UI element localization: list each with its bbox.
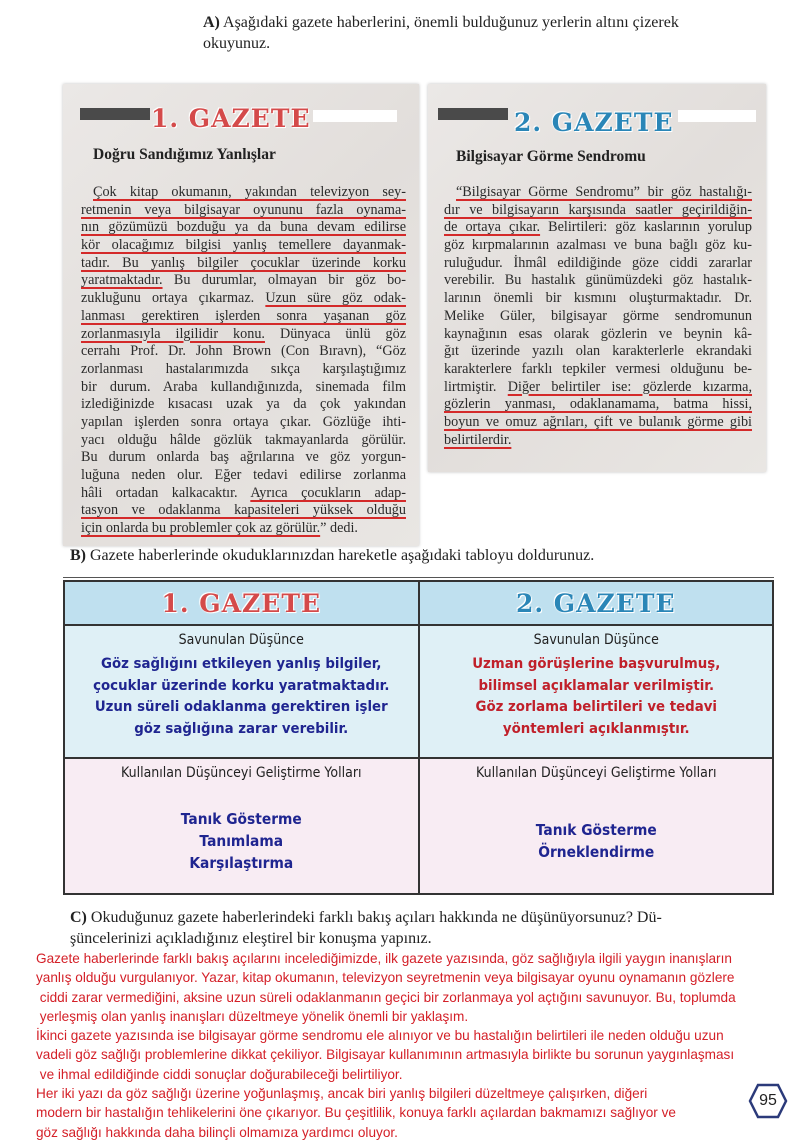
method-item: Tanık Gösterme [180, 810, 302, 828]
article-text: Belirtileri: göz kaslarının yorulup [540, 219, 752, 236]
article-text: karakterlere farklı tepkiler vermesi olduğunu be- [444, 360, 752, 377]
section-c-answer [36, 949, 736, 1142]
ways-answer-2 [434, 819, 758, 863]
thought-line: Göz sağlığını etkileyen yanlış bilgiler, [101, 656, 382, 672]
underlined-text: dır ve bilgisayarın karşısında saatler geçirildiğin- [444, 201, 752, 218]
method-item: Karşılaştırma [189, 854, 294, 872]
answer-line: göz sağlığı hakkında daha bilinçli olmamıza yardımcı oluyor. [36, 1124, 398, 1140]
table-cell-ways-1 [64, 758, 419, 894]
table-cell-thought-1 [64, 625, 419, 758]
underlined-text: zorlanmasıyla ilgilidir konu. [81, 325, 265, 342]
thought-line: göz sağlığına zarar verebilir. [134, 720, 349, 737]
thought-line: Göz zorlama belirtileri ve tedavi [475, 699, 717, 715]
article-text: ruluğudur. İhmâl edildiğinde göze ciddi zararlar [444, 254, 752, 271]
underlined-text: yaratmaktadır. [81, 272, 163, 289]
section-b-text: Gazete haberlerinde okuduklarınızdan hareketle aşağıdaki tabloyu doldurunuz. [90, 547, 595, 564]
page-number-badge [748, 1083, 788, 1119]
section-c-letter: C) [70, 909, 87, 926]
article-text: yacı olduğu hâlde gözlük takmayanlarda görülür. [81, 431, 406, 448]
comparison-table [63, 580, 774, 895]
article-text: kaynağının esas olarak gözlerin ve beynin kâ- [444, 325, 752, 342]
newspaper-1-title: 1. GAZETE [151, 104, 311, 133]
answer-line: Her iki yazı da göz sağlığı üzerine yoğunlaşmış, ancak biri yanlış bilgileri düzeltmeye çalışırken, diğeri [36, 1086, 648, 1102]
article-line [444, 237, 752, 255]
method-item: Örneklendirme [537, 843, 654, 861]
article-line [81, 343, 406, 361]
article-text: zukluğunu ortaya çıkarmaz. [81, 290, 266, 307]
article-line [444, 184, 752, 202]
article-line [81, 237, 406, 255]
article-line [81, 396, 406, 414]
table-title-1: 1. GAZETE [161, 588, 321, 618]
article-line [81, 326, 406, 344]
thought-line: Uzun süreli odaklanma gerektiren işler [94, 699, 388, 715]
article-text: ğıt üzerinde yazılı olan karakterlerle ekrandaki [444, 343, 752, 360]
thought-answer-1 [79, 654, 403, 740]
underlined-text: de ortaya çıkar. [444, 219, 541, 236]
article-line [81, 379, 406, 397]
article-text: Dünyaca ünlü göz [264, 325, 406, 342]
article-line [444, 432, 752, 450]
section-b-letter: B) [70, 547, 86, 564]
divider [63, 577, 774, 578]
section-c-text: Okuduğunuz gazete haberlerindeki farklı bakış açıları hakkında ne düşünüyorsunuz? Dü- [90, 909, 662, 926]
section-a-text-2: okuyunuz. [203, 35, 271, 52]
article-line [81, 502, 406, 520]
underlined-text: boyun ve omuz ağrıları, çift ve bulanık görme gibi [444, 413, 752, 430]
article-line [444, 219, 752, 237]
answer-line: ve ihmal edildiğinde ciddi sonuçlar doğurabileceği belirtiliyor. [36, 1066, 403, 1082]
article-text: Bu durum onlarda baş ağrılarına ve göz yorgun- [81, 449, 406, 466]
article-line [81, 414, 406, 432]
underlined-text: Ayrıca çocukların adap- [250, 484, 406, 501]
ways-answer-1 [79, 808, 403, 874]
article-text: Bu durumlar, olmayan bir göz bo- [162, 272, 406, 289]
method-item: Tanık Gösterme [535, 821, 657, 839]
article-line [81, 520, 406, 538]
article-line [81, 202, 406, 220]
article-line [444, 379, 752, 397]
answer-line: Gazete haberlerinde farklı bakış açılarını incelediğimizde, ilk gazete yazısında, göz sağlığıyla ilgili yaygın inanışların [36, 951, 732, 966]
article-text: lirtmiştir. [444, 378, 508, 395]
article-line [444, 396, 752, 414]
answer-line: vadeli göz sağlığı problemlerine dikkat çekiliyor. Bilgisayar kullanımının artmasıyla birlikte bu sorunun yaygınlaşması [36, 1047, 735, 1063]
table-header-2 [419, 581, 774, 625]
page-number: 95 [759, 1092, 777, 1109]
article-text: cerrahı Prof. Dr. John Brown (Con Bıravn), “Göz [81, 343, 406, 360]
table-cell-thought-2 [419, 625, 774, 758]
underlined-text: gözlerin yanması, odaklanamama, batma hissi, [444, 396, 752, 413]
article-line [444, 343, 752, 361]
article-line [81, 255, 406, 273]
underlined-text: için onlarda bu problemler çok az görülür. [81, 520, 321, 537]
article-text: luğuna neden olur. Eğer tedavi edilirse zorlanma [81, 467, 406, 483]
underlined-text: retmenin veya bilgisayar oyununu fazla oynama- [81, 201, 406, 218]
article-line [81, 432, 406, 450]
newspaper-2-title: 2. GAZETE [514, 108, 674, 137]
answer-line: yanlış olduğu vurgulanıyor. Yazar, kitap okumanın, televizyon seyretmenin veya bilgisayar oyunu oynamanın gözlere [36, 970, 735, 986]
article-line [444, 326, 752, 344]
decorative-bar [438, 108, 508, 120]
article-text: hâli ortadan kalkacaktır. [81, 484, 251, 501]
article-text: ” dedi. [320, 520, 358, 537]
thought-line: Uzman görüşlerine başvurulmuş, [471, 656, 720, 672]
section-c-text-2: şüncelerinizi açıkladığınız eleştirel bir konuşma yapınız. [70, 930, 432, 947]
article-text: göz kırpmalarının azalması ve buna bağlı göz ku- [444, 237, 752, 254]
underlined-text: Uzun süre göz odak- [265, 290, 406, 307]
underlined-text: kör olacağımız bilgisi yanlış temellere dayanmak- [81, 237, 406, 254]
underlined-text: lanması gerektiren işlerden sonra yaşanan göz [81, 307, 406, 324]
newspaper-1-headline: Doğru Sandığımız Yanlışlar [93, 146, 276, 163]
answer-line: İkinci gazete yazısında ise bilgisayar görme sendromu ele alınıyor ve bu hastalığın belirtileri ile neden olduğu uzun [36, 1028, 724, 1044]
newspaper-2-headline: Bilgisayar Görme Sendromu [456, 148, 646, 165]
thought-line: çocuklar üzerinde korku yaratmaktadır. [93, 677, 390, 694]
table-title-2: 2. GAZETE [515, 588, 676, 618]
article-text: yapılan işlerden sonra ortaya çıkar. Gözlüğe ihti- [81, 413, 406, 430]
article-text: verebilir. Bu hastalık günümüzdeki göz hastalık- [444, 272, 752, 289]
article-text: bir durum. Araba kullandığınızda, sinemada film [81, 378, 406, 395]
article-line [81, 467, 406, 485]
answer-line: ciddi zarar vermediğini, aksine uzun süreli odaklanmanın geçici bir zorlanmaya yol açtığını savunuyor. Bu, toplumda [36, 989, 736, 1005]
article-line [444, 308, 752, 326]
answer-line: yerleşmiş olan yanlış inanışları düzeltmeye yönelik önemli bir yaklaşım. [36, 1008, 469, 1024]
article-text: larının önemli bir kısmını oluşturmaktadır. Dr. [444, 290, 752, 307]
thought-line: yöntemleri açıklanmıştır. [502, 720, 690, 737]
article-text: Melike Güler, bilgisayar görme sendromunun [444, 307, 752, 324]
article-line [81, 290, 406, 308]
underlined-text: “Bilgisayar Görme Sendromu” bir göz hastalığı- [456, 184, 752, 200]
article-text: zorlanması hastalarımızda sıkça karşılaştığımız [81, 360, 406, 377]
thought-label: Savunulan Düşünce [178, 632, 304, 648]
article-line [81, 485, 406, 503]
underlined-text: Diğer belirtiler ise: gözlerde kızarma, [507, 378, 752, 395]
underlined-text: Çok kitap okumanın, yakından televizyon sey- [93, 184, 406, 200]
thought-line: bilimsel açıklamalar verilmiştir. [477, 677, 714, 694]
answer-line: modern bir hastalığın tehlikelerini öne çıkarıyor. Bu çeşitlilik, konuya farklı açılardan bakmamızı sağlıyor ve [36, 1105, 676, 1121]
newspaper-2-article [444, 184, 752, 449]
thought-label: Savunulan Düşünce [533, 632, 659, 648]
article-line [81, 449, 406, 467]
article-line [444, 255, 752, 273]
underlined-text: tasyon ve odaklanma kapasiteleri yüksek olduğu [81, 502, 406, 519]
underlined-text: belirtilerdir. [444, 431, 512, 448]
thought-answer-2 [434, 654, 758, 740]
article-line [81, 272, 406, 290]
newspaper-1-clipping [63, 84, 419, 546]
article-line [444, 414, 752, 432]
underlined-text: nın gözümüzü bozduğu ya da buna devam edilirse [81, 219, 406, 236]
table-cell-ways-2 [419, 758, 774, 894]
section-a-text: Aşağıdaki gazete haberlerini, önemli bulduğunuz yerlerin altını çizerek [223, 14, 679, 31]
decorative-bar [678, 110, 756, 122]
decorative-bar [313, 110, 397, 122]
article-line [81, 308, 406, 326]
method-item: Tanımlama [199, 832, 284, 850]
newspaper-1-article [81, 184, 406, 538]
article-line [444, 272, 752, 290]
article-line [444, 361, 752, 379]
article-text: izlediğinizde kısacası uzak ya da çok yakından [81, 396, 406, 413]
section-a-prompt [203, 12, 679, 54]
decorative-bar [80, 108, 150, 120]
ways-label: Kullanılan Düşünceyi Geliştirme Yolları [120, 765, 362, 781]
section-c-prompt [70, 907, 662, 949]
ways-label: Kullanılan Düşünceyi Geliştirme Yolları [475, 765, 717, 781]
table-header-1 [64, 581, 419, 625]
newspaper-2-clipping [428, 84, 766, 472]
section-b-prompt [70, 545, 594, 566]
article-line [81, 361, 406, 379]
section-a-letter: A) [203, 14, 220, 31]
article-line [444, 290, 752, 308]
underlined-text: tadır. Bu yanlış bilgiler çocuklar üzerinde korku [81, 254, 406, 271]
article-line [81, 184, 406, 202]
article-line [81, 219, 406, 237]
article-line [444, 202, 752, 220]
